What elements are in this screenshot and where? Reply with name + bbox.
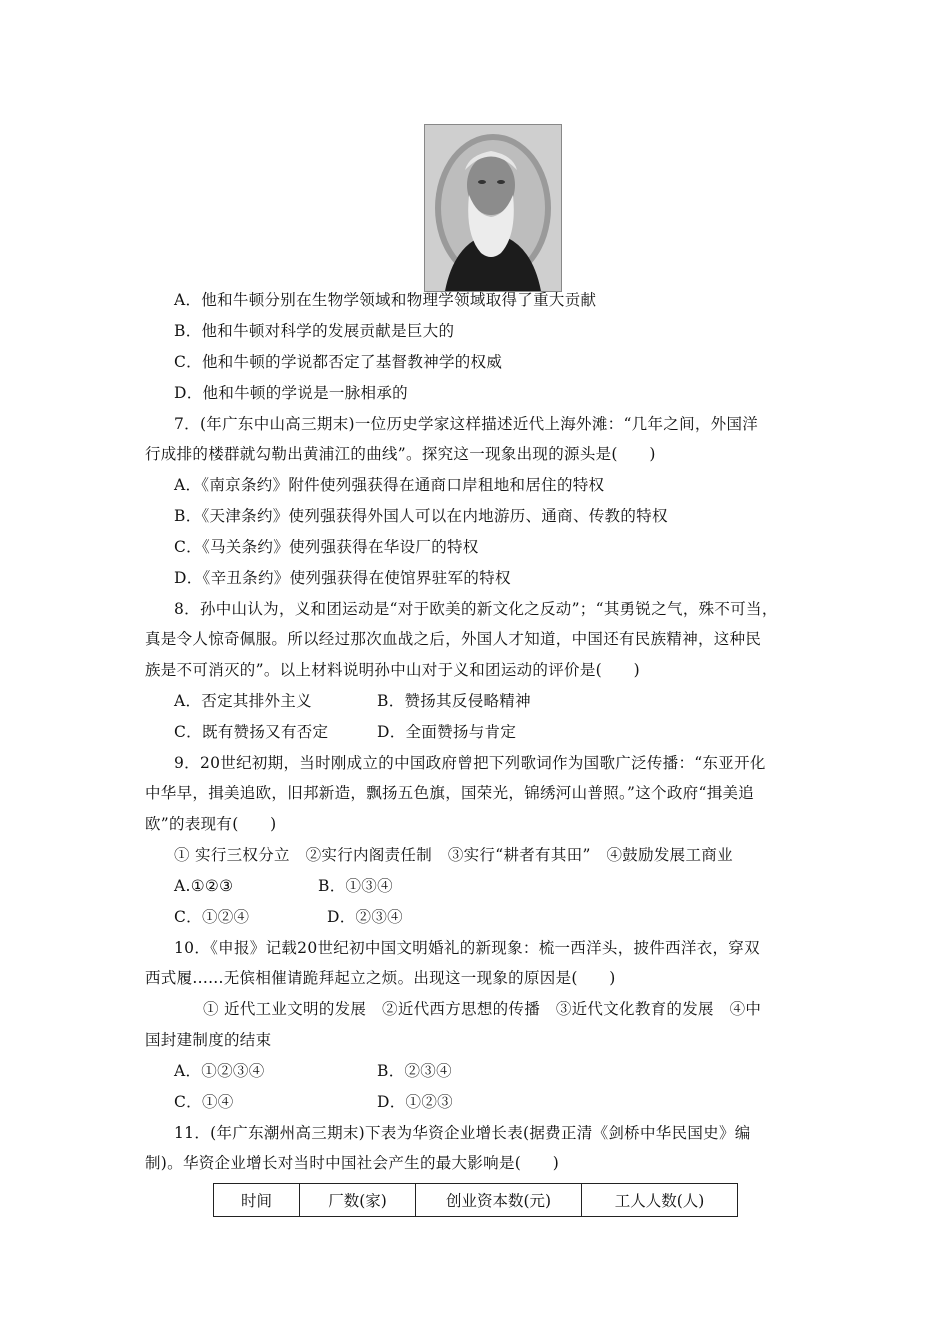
q8-stem-line2: 真是令人惊奇佩服。所以经过那次血战之后，外国人才知道，中国还有民族精神，这种民 <box>145 630 762 648</box>
portrait-photo <box>424 124 562 292</box>
q10-option-b: B．②③④ <box>377 1062 452 1080</box>
q10-option-a: A．①②③④ <box>174 1062 265 1080</box>
table-header-row <box>214 1184 738 1217</box>
q7-stem-line2: 行成排的楼群就勾勒出黄浦江的曲线”。探究这一现象出现的源头是( ) <box>145 445 656 463</box>
q8-option-d: D．全面赞扬与肯定 <box>377 723 517 741</box>
q10-stem-line1: 10．《申报》记载20世纪初中国文明婚礼的新现象：梳一西洋头，披件西洋衣，穿双 <box>174 939 760 957</box>
q7-option-a: A．《南京条约》附件使列强获得在通商口岸租地和居住的特权 <box>174 476 605 494</box>
table-header-cell: 工人人数(人) <box>582 1184 738 1217</box>
q10-items-line1: ① 近代工业文明的发展 ②近代西方思想的传播 ③近代文化教育的发展 ④中 <box>203 1000 762 1018</box>
q8-stem-line1: 8．孙中山认为，义和团运动是“对于欧美的新文化之反动”；“其勇锐之气，殊不可当， <box>174 600 778 618</box>
q9-stem-line1: 9．20世纪初期，当时刚成立的中国政府曾把下列歌词作为国歌广泛传播：“东亚开化 <box>174 754 766 772</box>
q10-items-line2: 国封建制度的结束 <box>145 1031 272 1049</box>
q9-option-b: B．①③④ <box>318 877 393 895</box>
q8-option-c: C．既有赞扬又有否定 <box>174 723 329 741</box>
table-header-cell: 厂数(家) <box>300 1184 416 1217</box>
q7-stem-line1: 7．(年广东中山高三期末)一位历史学家这样描述近代上海外滩：“几年之间，外国洋 <box>174 415 759 433</box>
q10-option-d: D．①②③ <box>377 1093 453 1111</box>
q6-option-b: B．他和牛顿对科学的发展贡献是巨大的 <box>174 322 455 340</box>
q9-items: ① 实行三权分立 ②实行内阁责任制 ③实行“耕者有其田” ④鼓励发展工商业 <box>174 846 733 864</box>
q9-stem-line2: 中华早，揖美追欧，旧邦新造，飘扬五色旗，国荣光，锦绣河山普照。”这个政府“揖美追 <box>145 784 755 802</box>
q9-option-d: D．②③④ <box>327 908 403 926</box>
enterprise-growth-table <box>213 1183 738 1217</box>
q10-stem-line2: 西式履......无傧相催请跪拜起立之烦。出现这一现象的原因是( ) <box>145 969 616 987</box>
q9-option-a: A.①②③ <box>174 877 234 895</box>
q7-option-b: B．《天津条约》使列强获得外国人可以在内地游历、通商、传教的特权 <box>174 507 668 525</box>
q10-option-c: C．①④ <box>174 1093 234 1111</box>
q6-option-a: A．他和牛顿分别在生物学领域和物理学领域取得了重大贡献 <box>174 291 597 309</box>
q7-option-c: C．《马关条约》使列强获得在华设厂的特权 <box>174 538 479 556</box>
q9-option-c: C．①②④ <box>174 908 250 926</box>
table-header-cell: 创业资本数(元) <box>416 1184 582 1217</box>
q6-option-c: C．他和牛顿的学说都否定了基督教神学的权威 <box>174 353 503 371</box>
q11-stem-line1: 11．(年广东潮州高三期末)下表为华资企业增长表(据费正清《剑桥中华民国史》编 <box>174 1124 751 1142</box>
table-header-cell: 时间 <box>214 1184 300 1217</box>
q6-option-d: D．他和牛顿的学说是一脉相承的 <box>174 384 408 402</box>
q9-stem-line3: 欧”的表现有( ) <box>145 815 277 833</box>
q11-stem-line2: 制)。华资企业增长对当时中国社会产生的最大影响是( ) <box>145 1154 560 1172</box>
q7-option-d: D．《辛丑条约》使列强获得在使馆界驻军的特权 <box>174 569 511 587</box>
q8-option-a: A．否定其排外主义 <box>174 692 312 710</box>
q8-option-b: B．赞扬其反侵略精神 <box>377 692 531 710</box>
q8-stem-line3: 族是不可消灭的”。以上材料说明孙中山对于义和团运动的评价是( ) <box>145 661 640 679</box>
